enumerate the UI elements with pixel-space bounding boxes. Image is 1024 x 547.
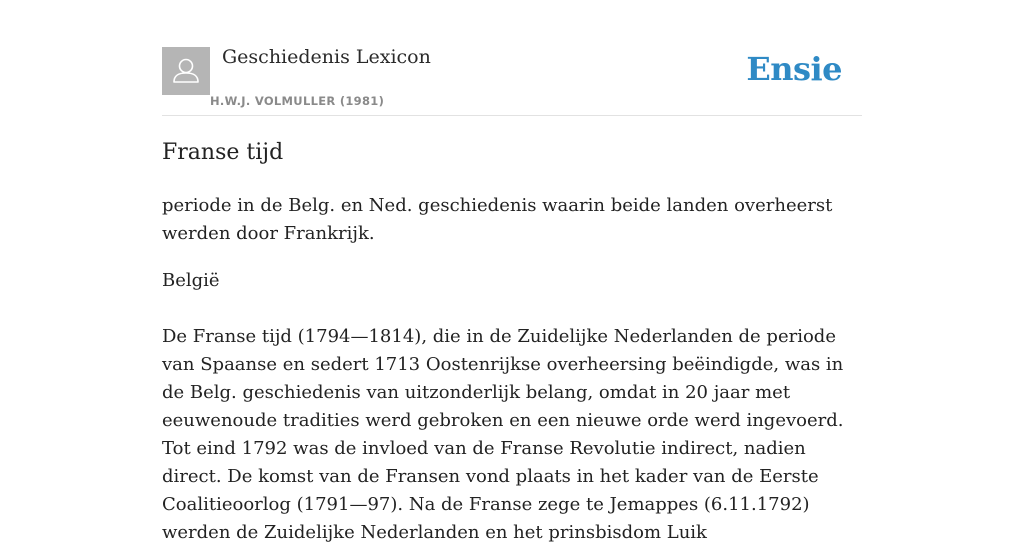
section-heading: België — [162, 270, 220, 291]
page-container — [162, 0, 862, 543]
source-title[interactable]: Geschiedenis Lexicon — [222, 46, 431, 68]
source-author: H.W.J. VOLMULLER (1981) — [210, 94, 385, 108]
entry-body: De Franse tijd (1794—1814), die in de Zuidelijke Nederlanden de periode van Spaanse en sedert 1713 Oostenrijkse overheersing beëindigde, was in de Belg. geschiedenis van uitzonderlijk belang, omdat in 20 jaar met eeuwenoude tradities werd gebroken en een nieuwe orde werd ingevoerd. Tot eind 1792 was de invloed van de Franse Revolutie indirect, nadien direct. De komst van de Fransen vond plaats in het kader van de Eerste Coalitieoorlog (1791—97). Na de Franse zege te Jemappes (6.11.1792) werden de Zuidelijke Nederlanden en het prinsbisdom Luik — [162, 326, 844, 543]
user-avatar-icon[interactable] — [162, 47, 210, 95]
entry-title: Franse tijd — [162, 140, 284, 165]
entry-definition: periode in de Belg. en Ned. geschiedenis waarin beide landen overheerst werden door Frankrijk. — [162, 195, 833, 244]
ensie-logo[interactable]: Ensie — [746, 50, 842, 88]
source-header — [162, 0, 862, 116]
